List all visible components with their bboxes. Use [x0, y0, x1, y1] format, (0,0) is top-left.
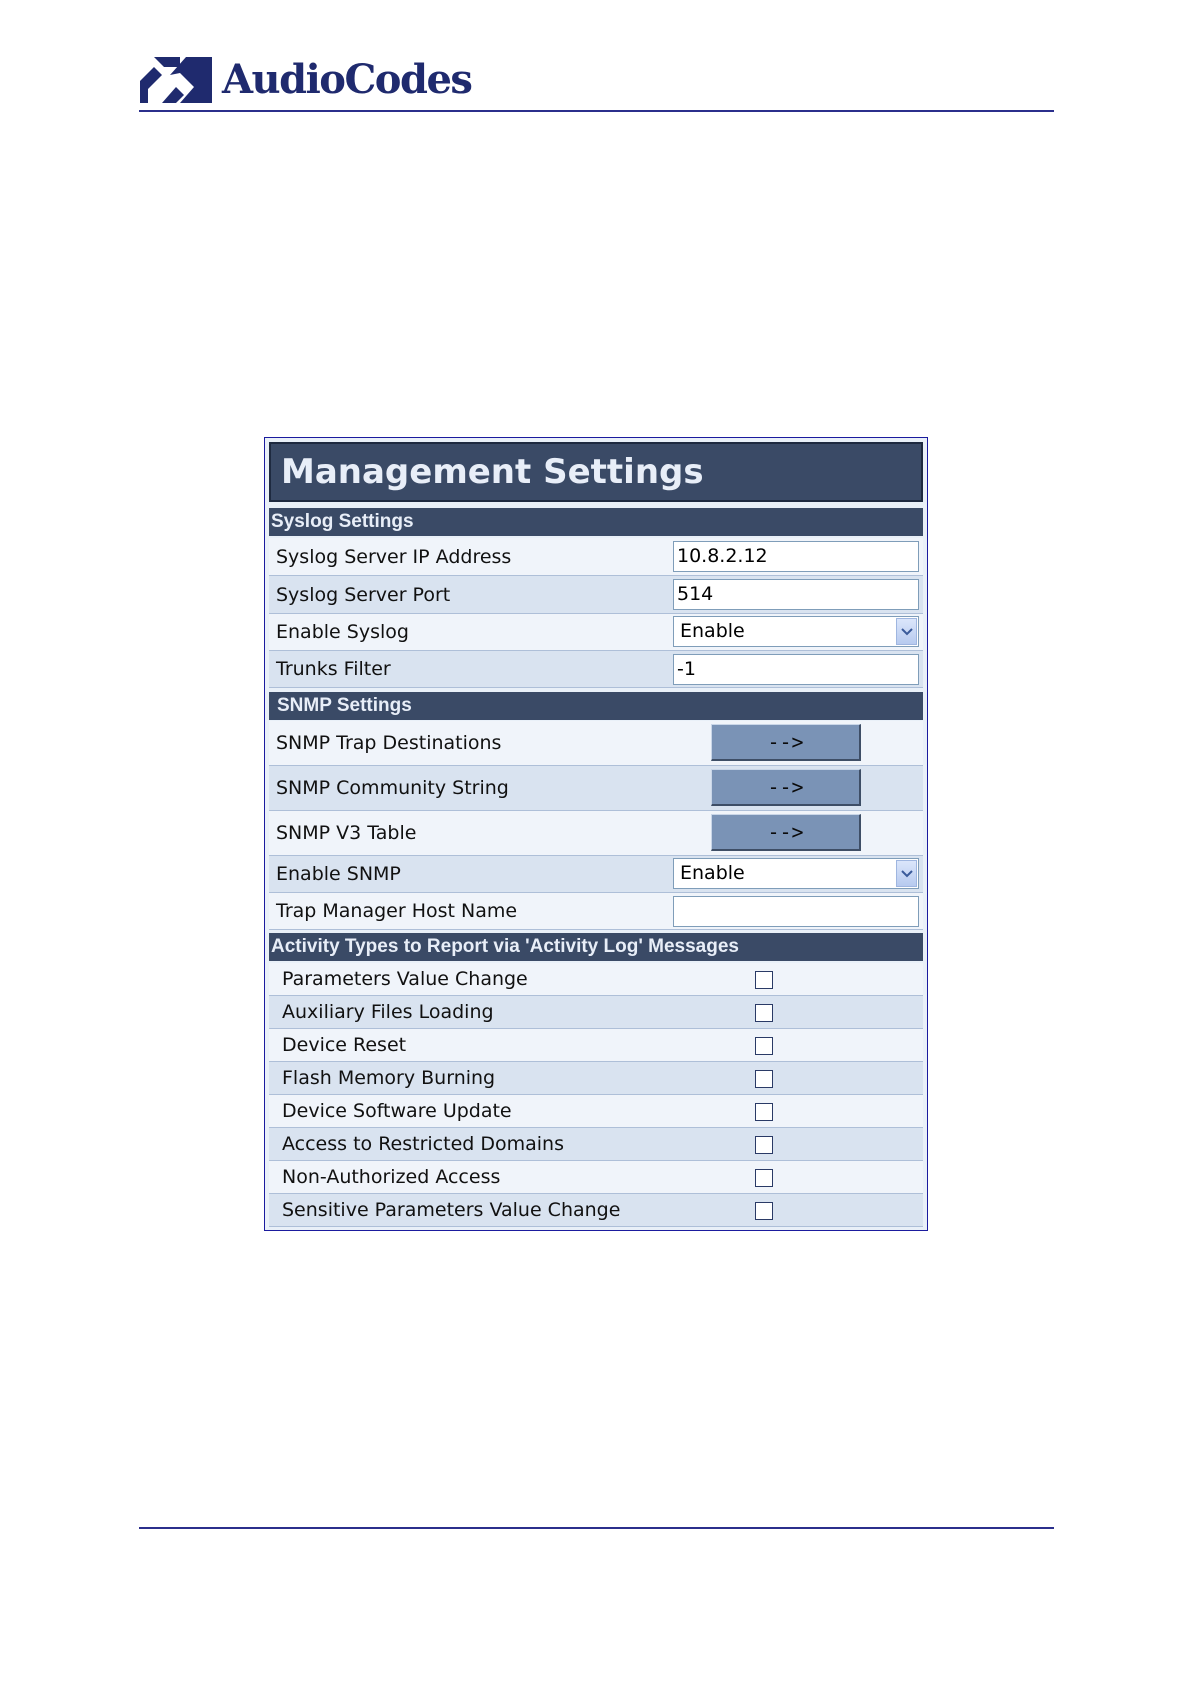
- activity-label: Device Software Update: [282, 1100, 512, 1122]
- syslog-server-port-input[interactable]: 514: [673, 579, 919, 610]
- field-label: SNMP Community String: [276, 777, 509, 799]
- field-label: SNMP V3 Table: [276, 822, 417, 844]
- device-reset-checkbox[interactable]: [755, 1037, 773, 1055]
- trap-manager-host-name-input[interactable]: [673, 896, 919, 927]
- row-activity-parameters-value-change: [269, 963, 923, 996]
- row-snmp-trap-destinations: [269, 721, 923, 766]
- field-label: Enable Syslog: [276, 621, 409, 643]
- row-activity-flash-memory-burning: [269, 1062, 923, 1095]
- activity-label: Auxiliary Files Loading: [282, 1001, 494, 1023]
- section-header-snmp: SNMP Settings: [269, 692, 923, 720]
- parameters-value-change-checkbox[interactable]: [755, 971, 773, 989]
- management-settings-panel: [264, 437, 928, 1231]
- chevron-down-icon[interactable]: [896, 860, 917, 887]
- row-activity-access-to-restricted-domains: [269, 1128, 923, 1161]
- header-rule: [139, 110, 1054, 112]
- activity-label: Access to Restricted Domains: [282, 1133, 564, 1155]
- chevron-down-icon[interactable]: [896, 618, 917, 645]
- activity-label: Device Reset: [282, 1034, 407, 1056]
- row-trunks-filter: [269, 651, 923, 688]
- field-label: SNMP Trap Destinations: [276, 732, 502, 754]
- activity-label: Flash Memory Burning: [282, 1067, 496, 1089]
- field-label: Syslog Server Port: [276, 583, 451, 606]
- page-title: Management Settings: [269, 442, 923, 502]
- row-snmp-community-string: [269, 766, 923, 811]
- flash-memory-burning-checkbox[interactable]: [755, 1070, 773, 1088]
- enable-syslog-select[interactable]: [673, 616, 919, 647]
- field-label: Trap Manager Host Name: [276, 900, 518, 922]
- sensitive-parameters-value-change-checkbox[interactable]: [755, 1202, 773, 1220]
- field-label: Syslog Server IP Address: [276, 545, 512, 568]
- section-header-activity-types: Activity Types to Report via 'Activity Log' Messages: [269, 933, 923, 961]
- row-activity-non-authorized-access: [269, 1161, 923, 1194]
- row-trap-manager-host-name: [269, 893, 923, 930]
- activity-label: Parameters Value Change: [282, 968, 528, 990]
- enable-snmp-select[interactable]: [673, 858, 919, 889]
- syslog-server-ip-input[interactable]: 10.8.2.12: [673, 541, 919, 572]
- footer-rule: [139, 1527, 1054, 1529]
- section-header-syslog: Syslog Settings: [269, 508, 923, 536]
- non-authorized-access-checkbox[interactable]: [755, 1169, 773, 1187]
- auxiliary-files-loading-checkbox[interactable]: [755, 1004, 773, 1022]
- audiocodes-logo-mark-icon: [140, 57, 212, 103]
- row-activity-sensitive-parameters-value-change: [269, 1194, 923, 1227]
- device-software-update-checkbox[interactable]: [755, 1103, 773, 1121]
- access-to-restricted-domains-checkbox[interactable]: [755, 1136, 773, 1154]
- select-value: Enable: [680, 620, 745, 642]
- row-activity-device-reset: [269, 1029, 923, 1062]
- audiocodes-logo: [140, 55, 471, 105]
- row-syslog-server-port: [269, 576, 923, 614]
- row-snmp-v3-table: [269, 811, 923, 856]
- field-label: Trunks Filter: [276, 658, 391, 680]
- activity-label: Non-Authorized Access: [282, 1166, 501, 1188]
- snmp-trap-destinations-button[interactable]: -->: [711, 724, 861, 761]
- activity-label: Sensitive Parameters Value Change: [282, 1199, 621, 1221]
- field-label: Enable SNMP: [276, 863, 401, 885]
- snmp-community-string-button[interactable]: -->: [711, 769, 861, 806]
- select-value: Enable: [680, 862, 745, 884]
- row-activity-device-software-update: [269, 1095, 923, 1128]
- row-enable-snmp: [269, 856, 923, 893]
- row-activity-auxiliary-files-loading: [269, 996, 923, 1029]
- snmp-v3-table-button[interactable]: -->: [711, 814, 861, 851]
- row-enable-syslog: [269, 614, 923, 651]
- logo-wordmark: AudioCodes: [222, 56, 472, 103]
- row-syslog-server-ip: [269, 538, 923, 576]
- trunks-filter-input[interactable]: -1: [673, 654, 919, 685]
